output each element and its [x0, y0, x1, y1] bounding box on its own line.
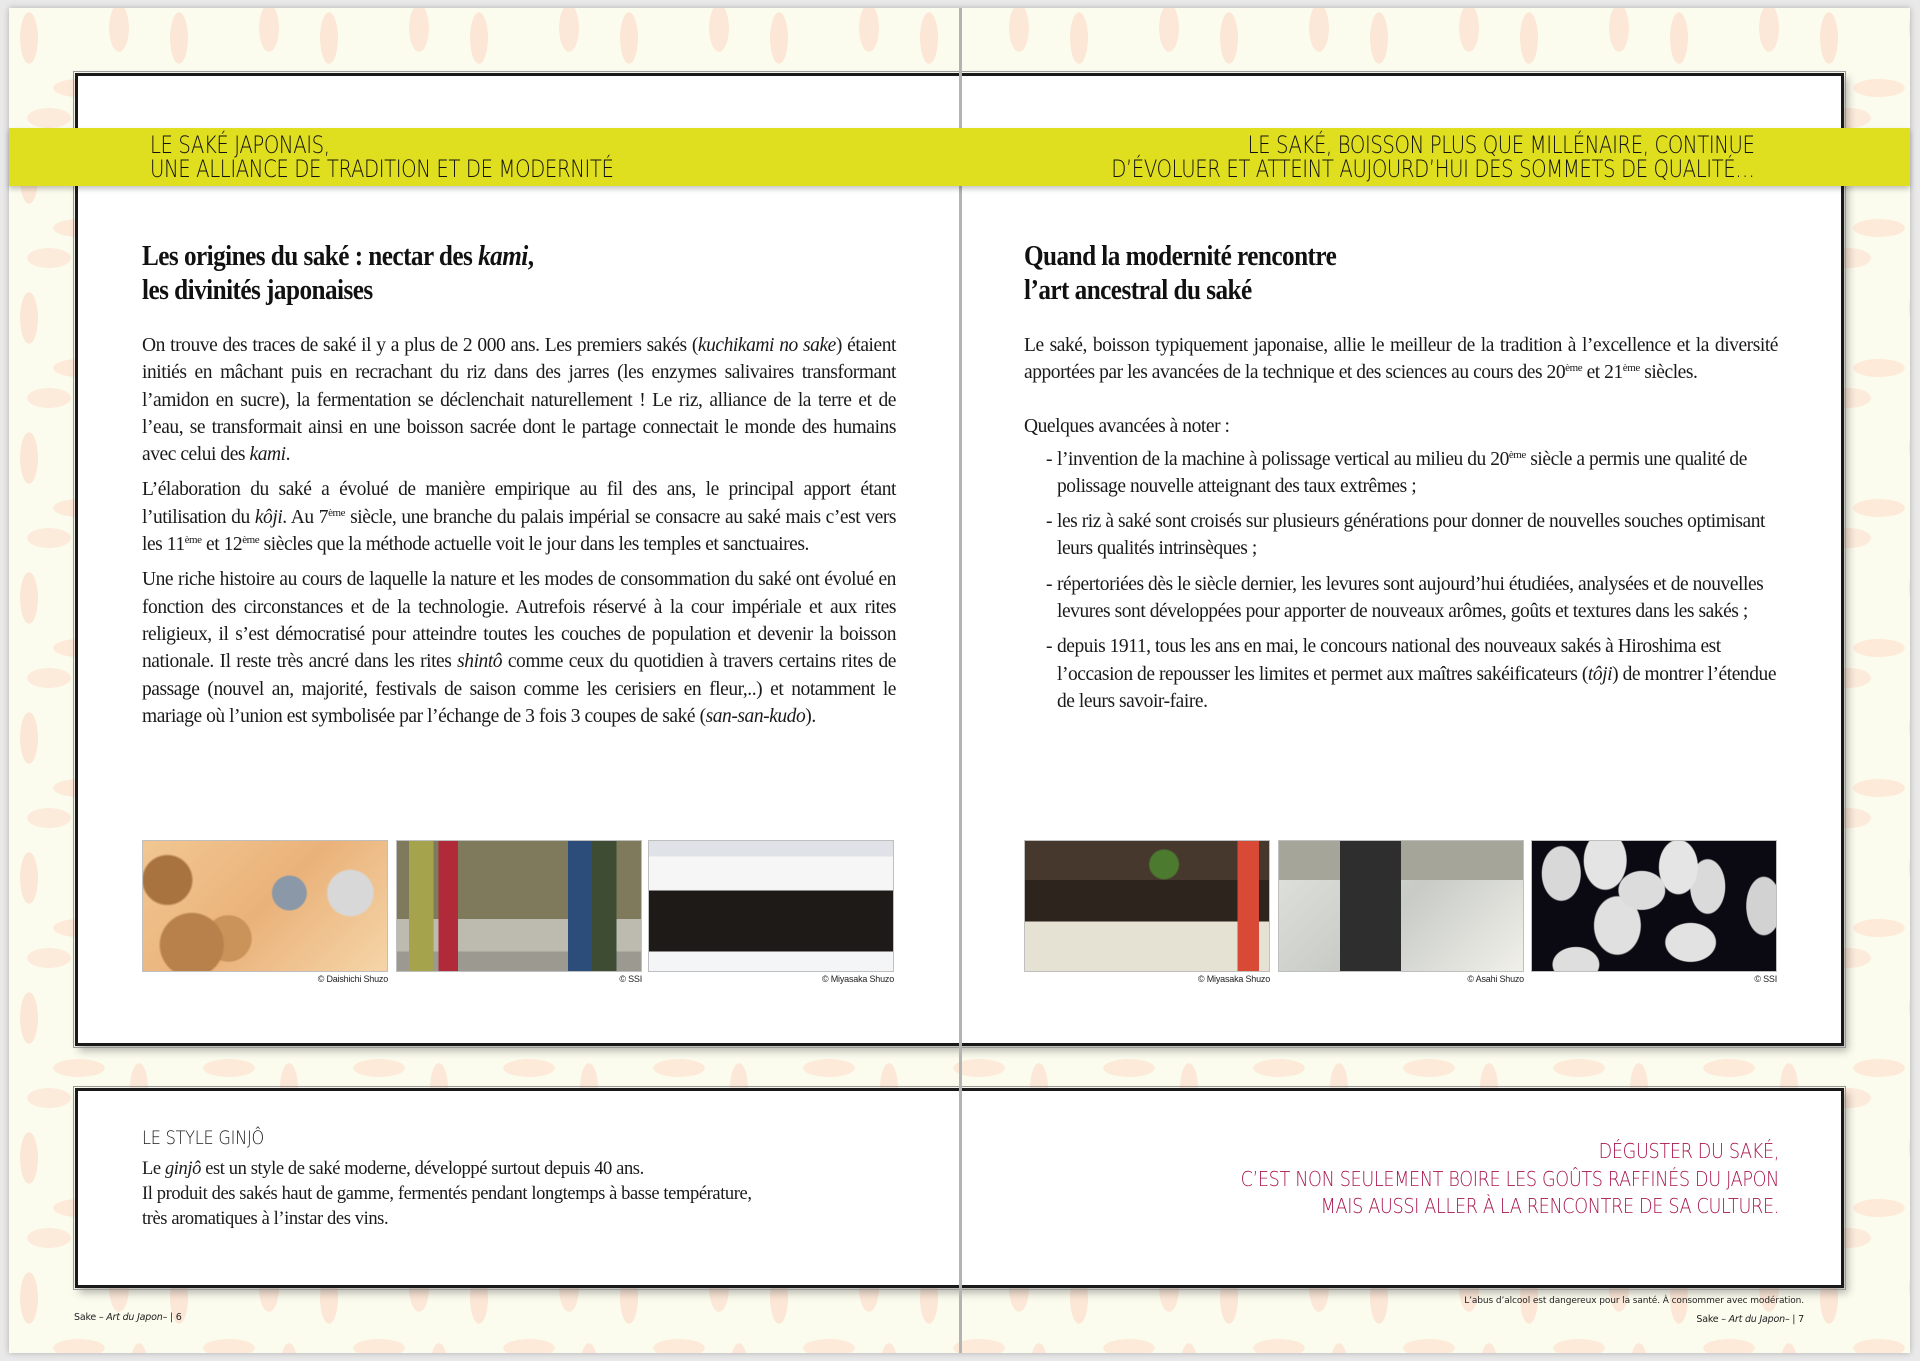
ginjo-sidebar [142, 1127, 902, 1232]
banner-line: LE SAKÉ, BOISSON PLUS QUE MILLÉNAIRE, CONTINUE [1248, 131, 1755, 159]
text: ) de montrer l’étendue de leurs savoir-faire. [1057, 663, 1777, 712]
italic-term: shintô [457, 651, 503, 673]
text: Une riche histoire au cours de laquelle la nature et les modes de consommation du saké ont évolué en fonction des circonstances et de la technologie. Autrefois réservé à la cour impériale et aux rites religieux, il s’est démocratisé pour atteindre toutes les couches de population et devenir la boisson nationale. Il reste très ancré dans les rites [142, 569, 896, 673]
ordinal-suffix: ème [1508, 448, 1526, 461]
right-article [1024, 240, 1778, 723]
text: siècle a permis une qualité de polissage nouvelle atteignant des taux extrêmes ; [1057, 448, 1747, 497]
banner-line: UNE ALLIANCE DE TRADITION ET DE MODERNITÉ [150, 155, 614, 183]
text: On trouve des traces de saké il y a plus de 2 000 ans. Les premiers sakés ( [142, 335, 698, 356]
photo-credit: © SSI [619, 974, 642, 984]
ordinal-suffix: ème [1622, 362, 1640, 375]
list-item [1024, 633, 1778, 715]
photo-polished-rice [1531, 840, 1777, 972]
ordinal-suffix: ème [328, 506, 346, 519]
publication-title: Sake – [1696, 1314, 1729, 1325]
text: Le saké, boisson typiquement japonaise, allie le meilleur de la tradition à l’excellence et la diversité apportées par les avancées de la technique et des sciences au cours des 20 [1024, 335, 1778, 384]
page-number: 7 [1798, 1314, 1804, 1325]
italic-term: kuchikami no sake [697, 335, 836, 356]
italic-term: kôji [254, 506, 283, 528]
photo-credit: © Miyasaka Shuzo [822, 974, 894, 984]
text: depuis 1911, tous les ans en mai, le concours national des nouveaux sakés à Hiroshima est l’occasion de repousser les limites et permet aux maîtres sakéificateurs ( [1057, 636, 1721, 685]
photo-brewery-illustration [142, 840, 388, 972]
italic-term: san-san-kudo [705, 705, 806, 727]
italic-term: tôji [1587, 663, 1613, 685]
dash-bullet-icon: - [1046, 448, 1053, 470]
text: et 21 [1582, 362, 1623, 384]
ordinal-suffix: ème [1565, 362, 1583, 375]
dash-bullet-icon: - [1046, 573, 1053, 595]
tasting-quote [1091, 1138, 1779, 1221]
publication-subtitle: Art du Japon [106, 1312, 163, 1323]
paragraph-elaboration [142, 476, 896, 558]
list-item [1024, 446, 1778, 501]
page-spine [959, 8, 962, 1353]
ordinal-suffix: ème [184, 534, 202, 547]
list-item [1024, 508, 1778, 563]
italic-term: kami [249, 444, 286, 466]
separator: – | [1784, 1314, 1799, 1325]
ordinal-suffix: ème [242, 534, 260, 547]
text: les riz à saké sont croisés sur plusieurs générations pour donner de nouvelles souches optimisant leurs qualités intrinsèques ; [1057, 511, 1766, 560]
text: est un style de saké moderne, développé surtout depuis 40 ans. [200, 1159, 644, 1179]
dash-bullet-icon: - [1046, 636, 1053, 658]
left-page-folio [74, 1312, 182, 1323]
page-number: 6 [175, 1312, 182, 1323]
text: et 12 [201, 534, 243, 556]
photo-shinto-ceremony [396, 840, 642, 972]
health-warning: L’abus d’alcool est dangereux pour la santé. À consommer avec modération. [1464, 1296, 1804, 1306]
heading-text: Les origines du saké : nectar des [142, 241, 479, 272]
heading-text: les divinités japonaises [142, 275, 373, 306]
text: répertoriées dès le siècle dernier, les levures sont aujourd’hui étudiées, analysées et de nouvelles levures sont développées pour apporter de nouveaux arômes, goûts et textures dans les sakés ; [1057, 573, 1764, 623]
photo-credit: © Daishichi Shuzo [317, 974, 388, 984]
text: ). [805, 705, 816, 727]
separator: – | [162, 1312, 176, 1323]
dash-bullet-icon: - [1046, 511, 1053, 533]
text: l’invention de la machine à polissage vertical au milieu du 20 [1057, 448, 1509, 470]
paragraph-intro [1024, 332, 1778, 387]
title-band [9, 128, 1910, 186]
advances-list [1024, 446, 1778, 716]
banner-line: LE SAKÉ JAPONAIS, [150, 131, 330, 159]
ginjo-line: Il produit des sakés haut de gamme, fermentés pendant longtemps à basse température, [142, 1184, 752, 1204]
photo-snowy-shrine [648, 840, 894, 972]
text: L’élaboration du saké a évolué de manière empirique au fil des ans, le principal apport étant l’utilisation du [142, 479, 896, 528]
ginjo-title: LE STYLE GINJÔ [142, 1127, 264, 1149]
text: Le [142, 1159, 165, 1179]
paragraph-history [142, 566, 896, 730]
ginjo-line: très aromatiques à l’instar des vins. [142, 1209, 389, 1229]
text: . Au 7 [282, 506, 329, 528]
publication-title: Sake – [74, 1312, 107, 1323]
text: siècle, une branche du palais impérial se consacre au saké mais c’est vers les 11 [142, 506, 896, 556]
photo-credit: © Asahi Shuzo [1467, 974, 1524, 984]
italic-term: ginjô [164, 1159, 201, 1179]
photo-brewery-storefront [1024, 840, 1270, 972]
text: siècles. [1639, 362, 1698, 384]
list-item [1024, 571, 1778, 626]
text: siècles que la méthode actuelle voit le jour dans les temples et sanctuaires. [259, 534, 809, 556]
quote-line: DÉGUSTER DU SAKÉ, [1598, 1139, 1779, 1163]
photo-credit: © Miyasaka Shuzo [1198, 974, 1270, 984]
photo-laboratory [1278, 840, 1524, 972]
text: comme ceux du quotidien à travers certains rites de passage (nouvel an, majorité, festivals de saison comme les cerisiers en fleur,..) et notamment le mariage où l’union est symbolisée par l’échange de 3 fois 3 coupes de saké ( [142, 651, 896, 727]
text: ) étaient initiés en mâchant puis en recrachant du riz dans des jarres (les enzymes salivaires transformant l’amidon en sucre), la fermentation se déclenchait naturellement ! Le riz, alliance de la terre et de l’eau, se transformait ainsi en une boisson sacrée dont le partage connectait le monde des humains avec celui des [142, 335, 896, 466]
quote-line: C’EST NON SEULEMENT BOIRE LES GOÛTS RAFFINÉS DU JAPON [1240, 1166, 1779, 1191]
heading-text: l’art ancestral du saké [1024, 275, 1252, 306]
quote-line: MAIS AUSSI ALLER À LA RENCONTRE DE SA CULTURE. [1320, 1194, 1779, 1218]
left-page-banner-title [150, 133, 614, 181]
heading-italic: kami [478, 241, 528, 272]
right-page-folio [1696, 1314, 1804, 1325]
left-article [142, 240, 896, 738]
right-page-banner-title [1112, 133, 1755, 181]
photo-credit: © SSI [1754, 974, 1777, 984]
heading-text: , [527, 241, 534, 272]
left-article-heading [142, 240, 895, 308]
banner-line: D’ÉVOLUER ET ATTEINT AUJOURD’HUI DES SOMMETS DE QUALITÉ… [1111, 155, 1755, 183]
paragraph-origins [142, 332, 896, 468]
heading-text: Quand la modernité rencontre [1024, 241, 1337, 272]
list-lead-label: Quelques avancées à noter : [1024, 415, 1230, 437]
ginjo-line [142, 1157, 902, 1182]
right-article-heading [1024, 240, 1777, 308]
publication-subtitle: Art du Japon [1728, 1314, 1785, 1325]
text: . [285, 444, 291, 466]
